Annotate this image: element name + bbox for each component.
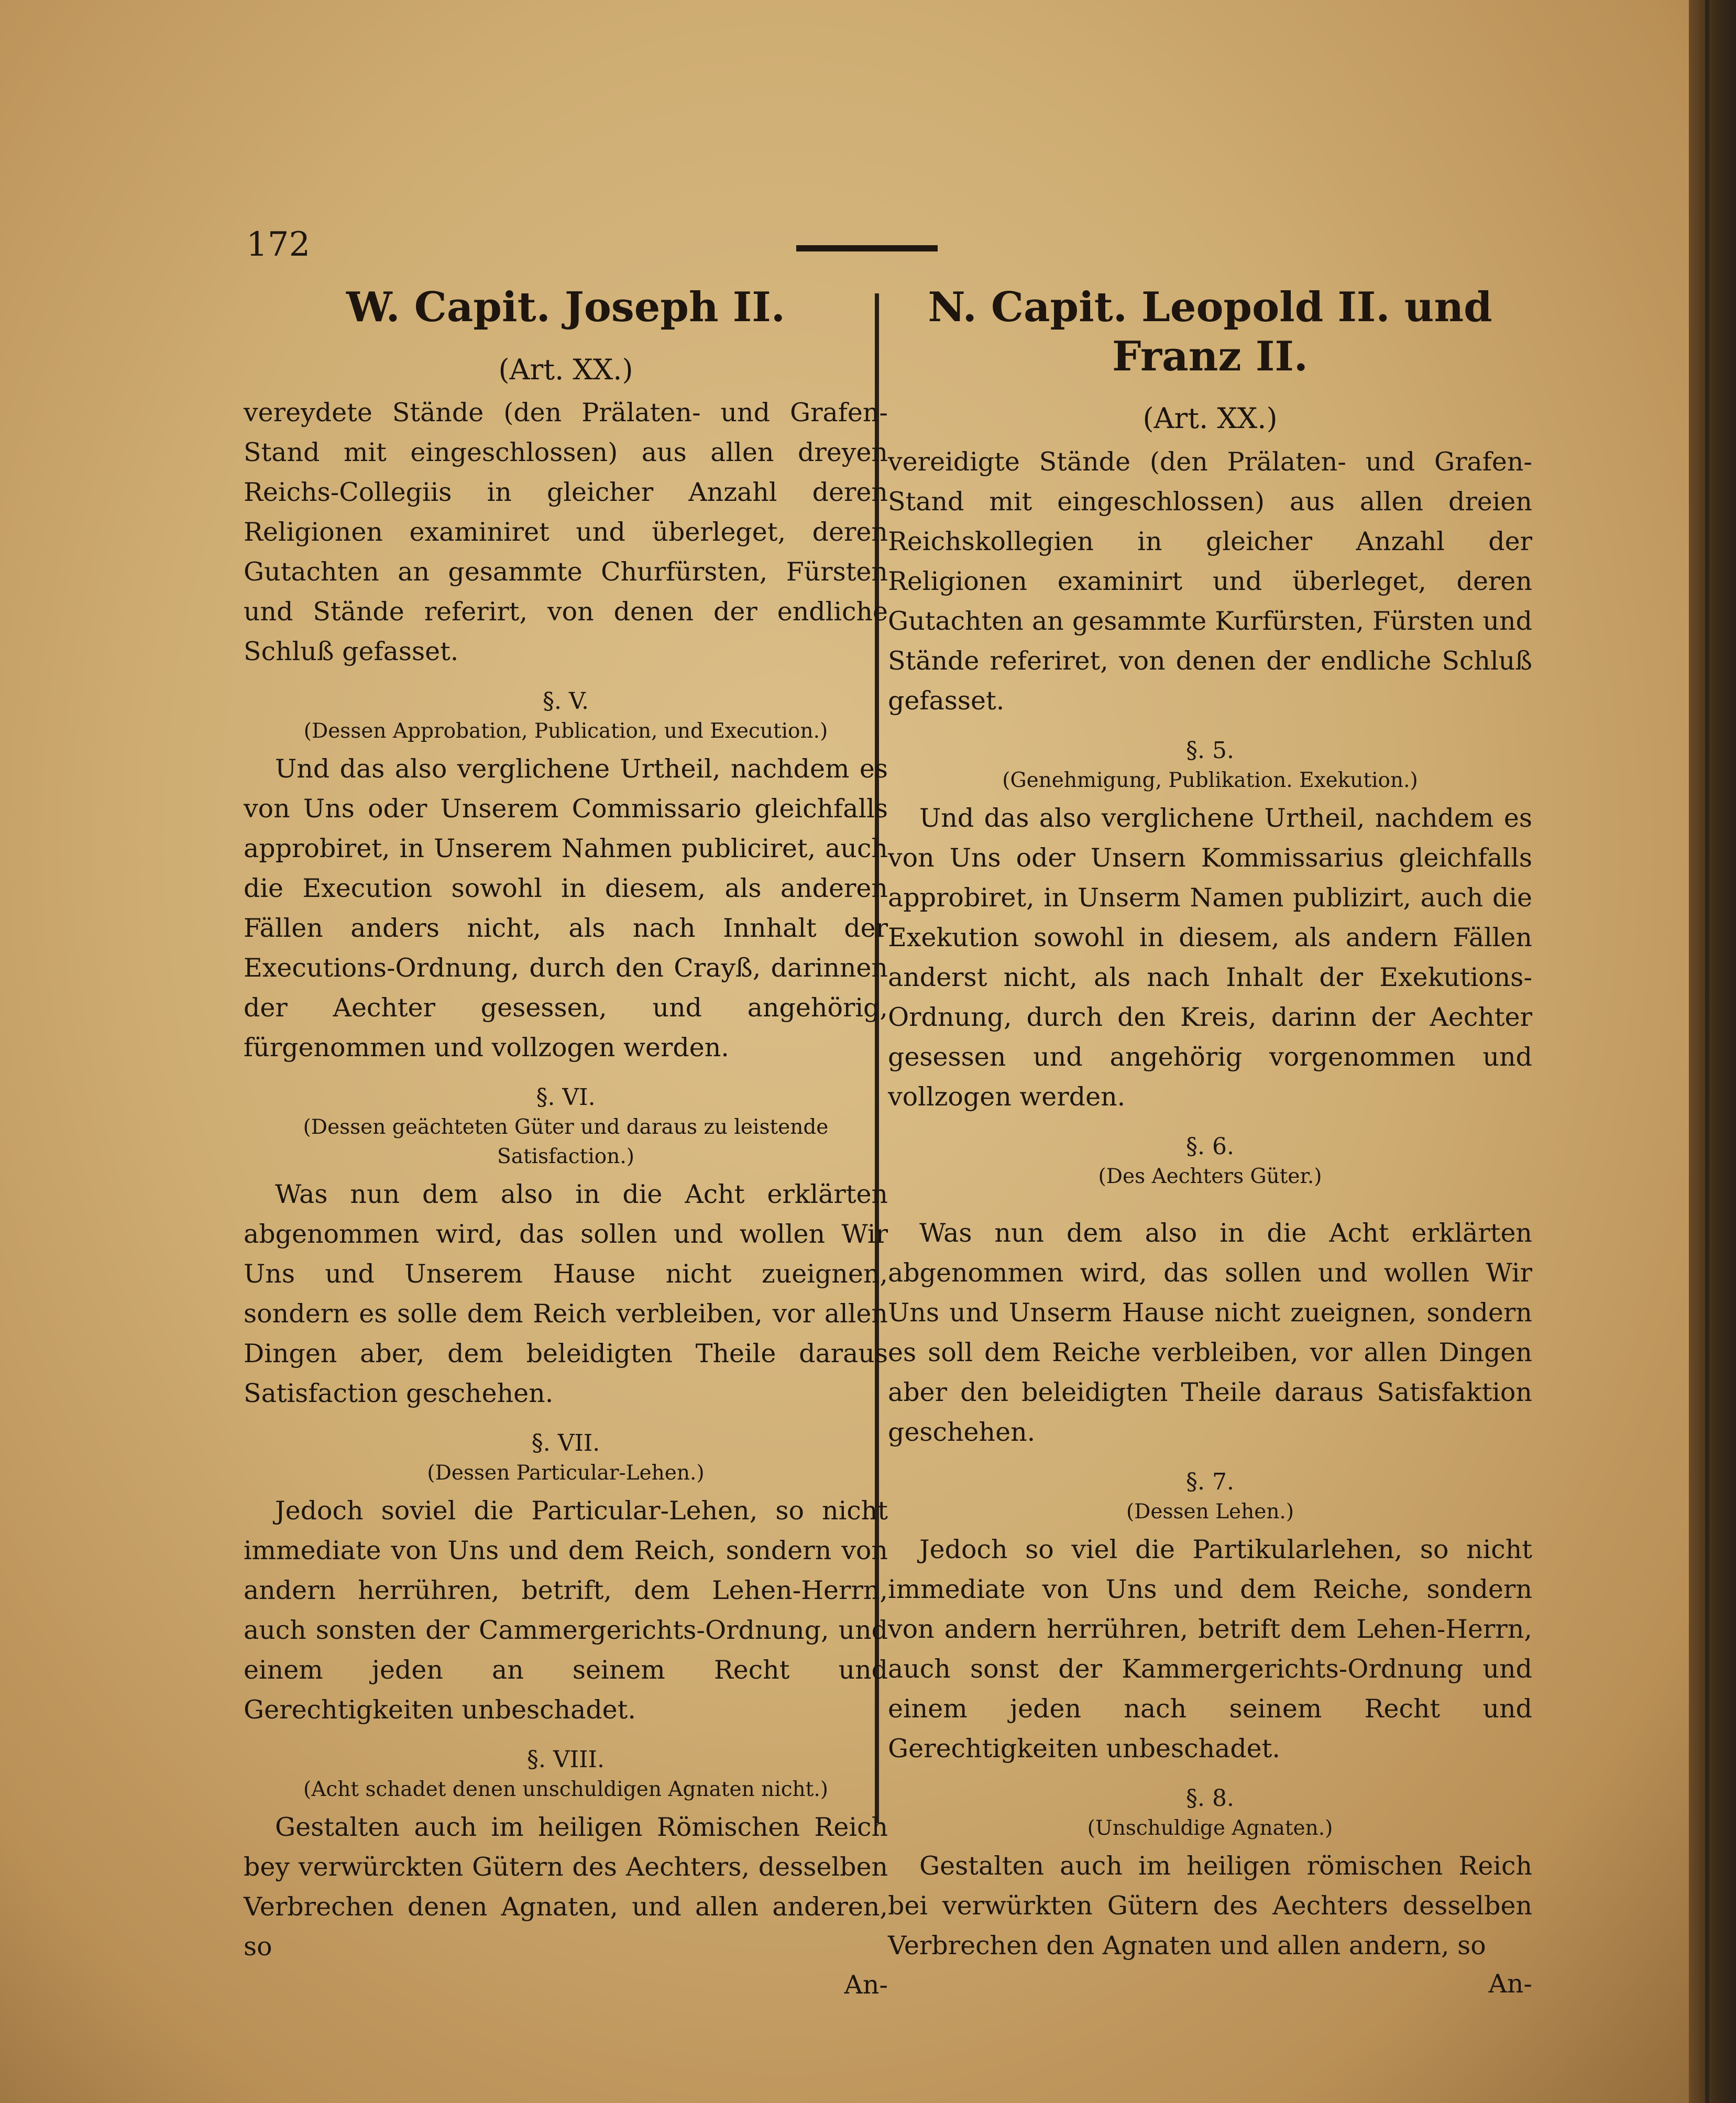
right-article-label: (Art. XX.) bbox=[1142, 402, 1278, 435]
header-rule bbox=[796, 245, 938, 251]
left-intro-paragraph: vereydete Stände (den Prälaten- und Grafen-Stand mit eingeschlossen) aus allen dreyen Reichs-Collegiis in gleicher Anzahl deren Religionen examiniret und überleget, deren Gutachten an gesammte Churfürsten, Fürsten und Stände referirt, von denen der endliche Schluß gefasset. bbox=[244, 398, 888, 667]
left-section-8-subtitle: (Acht schadet denen unschuldigen Agnaten nicht.) bbox=[303, 1778, 828, 1802]
right-section-8-text: Gestalten auch im heiligen römischen Reich bei verwürkten Gütern des Aechters desselben Verbrechen den Agnaten und allen andern, so bbox=[888, 1850, 1532, 1960]
page-number: 172 bbox=[246, 225, 311, 264]
left-column bbox=[244, 283, 888, 2003]
left-section-5-head: §. V. bbox=[542, 688, 589, 715]
spacer bbox=[888, 1195, 1532, 1213]
left-section-6-subtitle: (Dessen geächteten Güter und daraus zu leistende Satisfaction.) bbox=[303, 1115, 829, 1169]
right-section-5-subtitle: (Genehmigung, Publikation. Exekution.) bbox=[1002, 768, 1418, 792]
left-column-title: W. Capit. Joseph II. bbox=[346, 283, 785, 331]
left-section-5-text: Und das also verglichene Urtheil, nachdem es von Uns oder Unserem Commissario gleichfalls approbiret, in Unserem Nahmen publiciret, auch die Execution sowohl in diesem, als anderen Fällen anders nicht, als nach Innhalt der Executions-Ordnung, durch den Crayß, darinnen der Aechter gesessen, und angehörig, fürgenommen und vollzogen werden. bbox=[244, 754, 888, 1063]
left-section-6-head: §. VI. bbox=[536, 1084, 596, 1111]
right-section-6-text: Was nun dem also in die Acht erklärten abgenommen wird, das sollen und wollen Wir Uns und Unserm Hause nicht zueignen, sondern es soll dem Reiche verbleiben, vor allen Dingen aber den beleidigten Theile daraus Satisfaktion geschehen. bbox=[888, 1218, 1532, 1447]
right-section-6-head: §. 6. bbox=[1186, 1133, 1234, 1160]
right-section-7-head: §. 7. bbox=[1186, 1468, 1234, 1495]
left-section-7-subtitle: (Dessen Particular-Lehen.) bbox=[427, 1461, 705, 1485]
left-section-8-text: Gestalten auch im heiligen Römischen Reich bey verwürckten Gütern des Aechters, desselben Verbrechen denen Agnaten, und allen anderen, so bbox=[244, 1812, 888, 1962]
right-section-6-subtitle: (Des Aechters Güter.) bbox=[1098, 1164, 1322, 1188]
right-column-title: N. Capit. Leopold II. und Franz II. bbox=[928, 283, 1492, 380]
right-section-8-head: §. 8. bbox=[1186, 1784, 1234, 1812]
left-article-label: (Art. XX.) bbox=[498, 353, 633, 386]
left-section-6-text: Was nun dem also in die Acht erklärten abgenommen wird, das sollen und wollen Wir Uns und Unserem Hause nicht zueignen, sondern es solle dem Reich verbleiben, vor allen Dingen aber, dem beleidigten Theile daraus Satisfaction geschehen. bbox=[244, 1179, 888, 1409]
right-section-5-head: §. 5. bbox=[1186, 737, 1234, 764]
right-column bbox=[888, 283, 1532, 2002]
left-section-5-subtitle: (Dessen Approbation, Publication, und Execution.) bbox=[303, 719, 828, 743]
left-catchword: An- bbox=[844, 1970, 888, 2000]
left-section-8-head: §. VIII. bbox=[527, 1746, 605, 1773]
right-catchword: An- bbox=[1488, 1968, 1532, 1999]
left-section-7-text: Jedoch soviel die Particular-Lehen, so nicht immediate von Uns und dem Reich, sondern von andern herrühren, betrift, dem Lehen-Herrn, auch sonsten der Cammergerichts-Ordnung, und einem jeden an seinem Recht und Gerechtigkeiten unbeschadet. bbox=[244, 1496, 888, 1725]
right-section-7-text: Jedoch so viel die Partikularlehen, so nicht immediate von Uns und dem Reiche, sondern von andern herrühren, betrift dem Lehen-Herrn, auch sonst der Kammergerichts-Ordnung und einem jeden nach seinem Recht und Gerechtigkeiten unbeschadet. bbox=[888, 1534, 1532, 1764]
right-intro-paragraph: vereidigte Stände (den Prälaten- und Grafen-Stand mit eingeschlossen) aus allen dreien Reichskollegien in gleicher Anzahl der Religionen examinirt und überleget, deren Gutachten an gesammte Kurfürsten, Fürsten und Stände referiret, von denen der endliche Schluß gefasset. bbox=[888, 446, 1532, 716]
binding-edge bbox=[1705, 0, 1709, 2103]
left-section-7-head: §. VII. bbox=[531, 1430, 600, 1457]
right-section-5-text: Und das also verglichene Urtheil, nachdem es von Uns oder Unsern Kommissarius gleichfalls approbiret, in Unserm Namen publizirt, auch die Exekution sowohl in diesem, als andern Fällen anderst nicht, als nach Inhalt der Exekutions-Ordnung, durch den Kreis, darinn der Aechter gesessen und angehörig vorgenommen und vollzogen werden. bbox=[888, 803, 1532, 1112]
right-section-7-subtitle: (Dessen Lehen.) bbox=[1126, 1499, 1294, 1524]
right-section-8-subtitle: (Unschuldige Agnaten.) bbox=[1087, 1816, 1333, 1840]
book-binding bbox=[1689, 0, 1736, 2103]
